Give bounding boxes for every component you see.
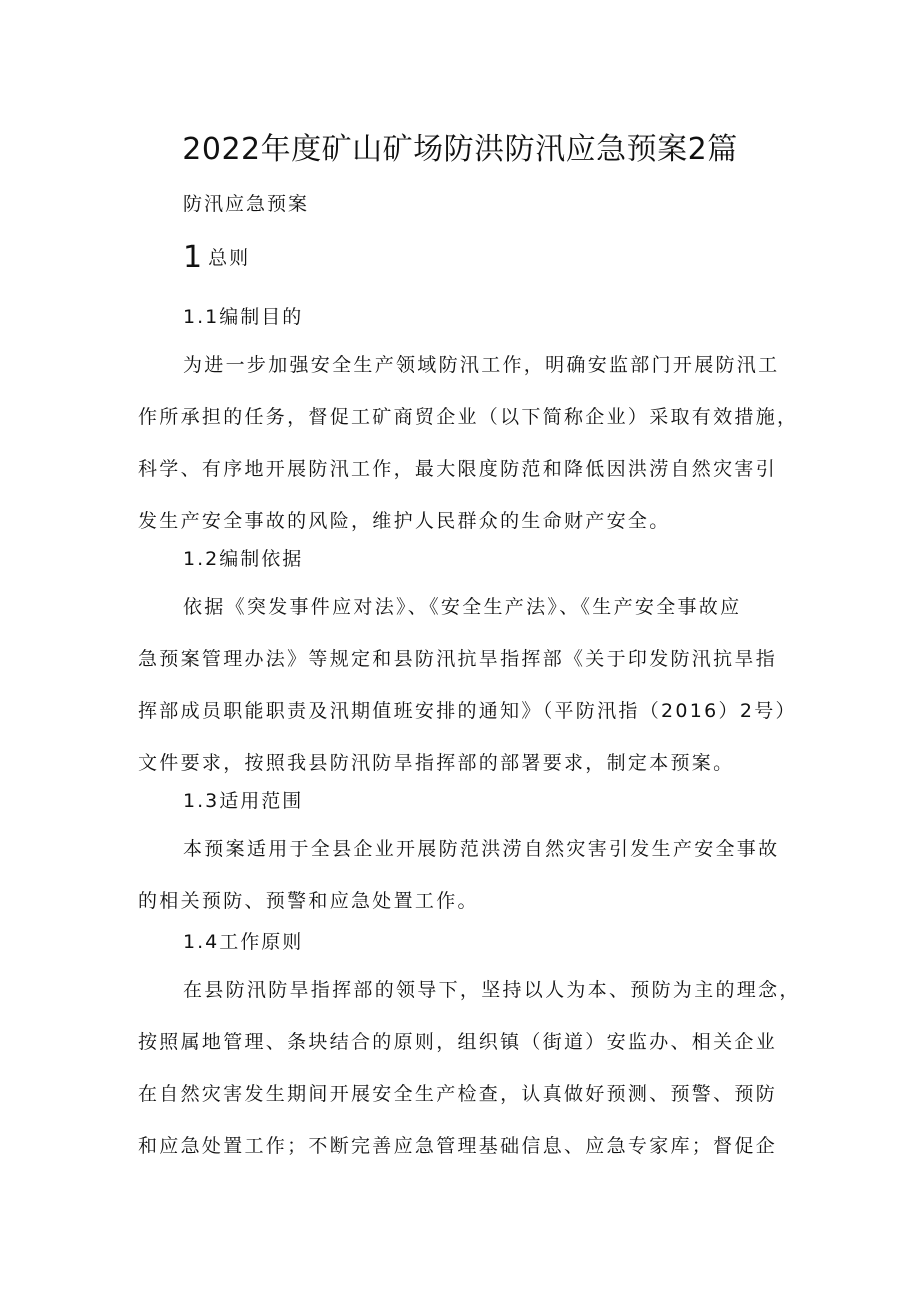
paragraph-line: 在自然灾害发生期间开展安全生产检查，认真做好预测、预警、预防: [138, 1083, 778, 1105]
document-title: 2022年度矿山矿场防洪防汛应急预案2篇: [182, 132, 738, 167]
paragraph-1-1: [138, 339, 798, 547]
paragraph-line: 科学、有序地开展防汛工作，最大限度防范和降低因洪涝自然灾害引: [138, 458, 778, 480]
heading-1-1: 1.1编制目的: [183, 306, 304, 328]
paragraph-line: 的相关预防、预警和应急处置工作。: [138, 890, 479, 912]
heading-1-3: 1.3适用范围: [183, 790, 304, 812]
paragraph-1-4: [138, 964, 801, 1172]
section-label: 总则: [208, 247, 251, 269]
paragraph-line: 和应急处置工作；不断完善应急管理基础信息、应急专家库；督促企: [138, 1135, 778, 1157]
section-number: 1: [183, 240, 205, 275]
paragraph-line: 本预案适用于全县企业开展防范洪涝自然灾害引发生产安全事故: [183, 838, 780, 860]
paragraph-line: 在县防汛防旱指挥部的领导下，坚持以人为本、预防为主的理念，: [183, 979, 801, 1001]
heading-1-4: 1.4工作原则: [183, 931, 304, 953]
paragraph-line: 为进一步加强安全生产领域防汛工作，明确安监部门开展防汛工: [183, 354, 780, 376]
paragraph-line: 急预案管理办法》等规定和县防汛抗旱指挥部《关于印发防汛抗旱指: [138, 648, 778, 670]
paragraph-line: 发生产安全事故的风险，维护人民群众的生命财产安全。: [138, 510, 671, 532]
paragraph-1-2: [138, 581, 798, 789]
paragraph-1-3: [138, 823, 798, 927]
paragraph-line: 依据《突发事件应对法》、《安全生产法》、《生产安全事故应: [183, 596, 742, 618]
heading-1-2: 1.2编制依据: [183, 548, 304, 570]
document-subtitle: 防汛应急预案: [183, 193, 310, 215]
paragraph-line: 挥部成员职能职责及汛期值班安排的通知》（平防汛指（2016）2号）: [138, 700, 797, 722]
paragraph-line: 按照属地管理、条块结合的原则，组织镇（街道）安监办、相关企业: [138, 1031, 778, 1053]
section-heading-1: [183, 240, 250, 276]
paragraph-line: 文件要求，按照我县防汛防旱指挥部的部署要求，制定本预案。: [138, 752, 735, 774]
paragraph-line: 作所承担的任务，督促工矿商贸企业（以下简称企业）采取有效措施，: [138, 406, 799, 428]
